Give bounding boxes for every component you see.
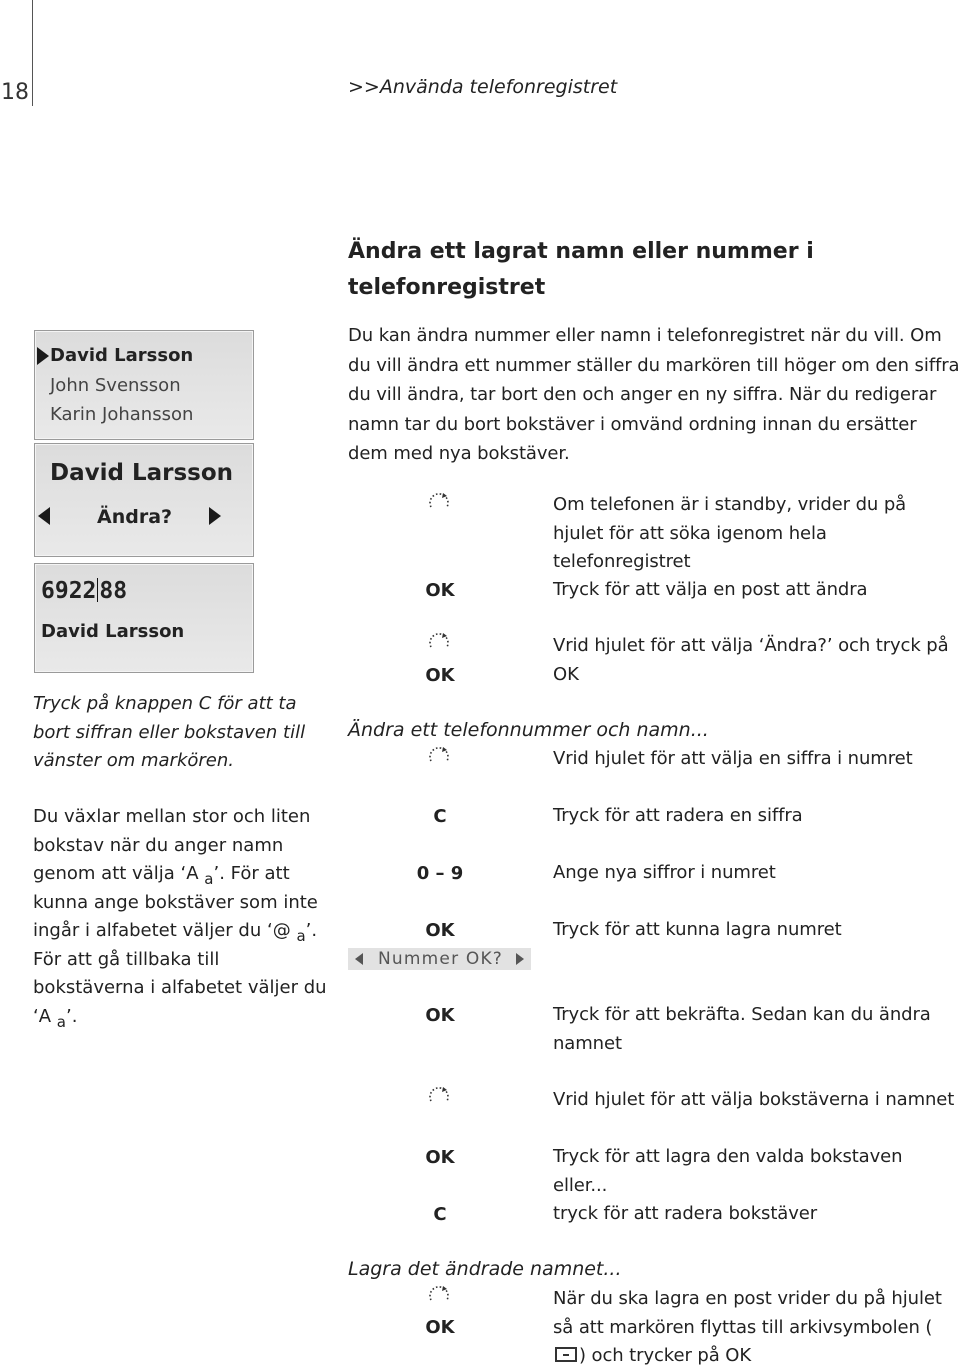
step-desc: Om telefonen är i standby, vrider du på hjulet för att söka igenom hela telefonregistret — [553, 494, 907, 572]
selection-arrow-icon — [37, 347, 49, 365]
intro-paragraph: Du kan ändra nummer eller namn i telefonregistret när du vill. Om du vill ändra ett nummer ställer du markören till höger om den siffra du vill ändra, tar bort den och anger en ny siffra. När du redigerar namn tar du bort bokstäver i omvänd ordning innan du ersätter dem med nya bokstäver. — [348, 325, 960, 464]
case-symbol: A — [186, 863, 199, 884]
arrow-right-icon — [209, 507, 221, 525]
note-text: . — [71, 1005, 78, 1027]
subheading: Lagra det ändrade namnet... — [348, 1258, 622, 1280]
section-header: >>Använda telefonregistret — [348, 76, 618, 98]
ok-key: OK — [425, 1147, 455, 1168]
step-desc: Vrid hjulet för att välja ‘Ändra?’ och tryck på OK — [553, 635, 949, 685]
wheel-icon — [428, 1285, 450, 1307]
ok-key: OK — [425, 1317, 455, 1338]
subheading: Ändra ett telefonnummer och namn... — [348, 719, 709, 741]
arrow-right-icon — [516, 953, 524, 965]
step-desc: Tryck för att kunna lagra numret — [553, 919, 842, 940]
display-edit-prompt — [34, 443, 254, 557]
step-desc: Tryck för att välja en post att ändra — [553, 579, 868, 600]
step-text: När du ska lagra en post vrider du på hjulet så att markören flyttas till arkivsymbolen ( — [553, 1288, 942, 1338]
page-number: 18 — [1, 80, 29, 105]
wheel-icon — [428, 492, 450, 514]
note-text: . För att kunna ange bokstäver som inte ingår i alfabetet väljer du — [33, 863, 318, 941]
step-desc: tryck för att radera bokstäver — [553, 1203, 818, 1224]
wheel-icon — [428, 746, 450, 768]
page-title: Ändra ett lagrat namn eller nummer i telefonregistret — [348, 239, 814, 300]
wheel-icon — [428, 632, 450, 654]
display-number-edit — [34, 563, 254, 673]
ok-key: OK — [425, 580, 455, 601]
ok-key: OK — [425, 920, 455, 941]
entry-name: David Larsson — [50, 460, 234, 486]
c-key: C — [433, 806, 447, 827]
side-note: Du växlar mellan stor och liten bokstav när du anger namn genom att välja ‘A $_a$’. För att kunna ange bokstäver som inte ingår i alfabetet väljer du ‘@ $_a$’. För att gå tillbaka till bokstäverna i alfabetet väljer du ‘A $_a$’. — [33, 806, 327, 1031]
wheel-icon — [428, 1086, 450, 1108]
edit-option: Ändra? — [97, 506, 173, 528]
archive-icon — [555, 1347, 577, 1362]
display-text: Nummer OK? — [378, 949, 504, 969]
step-desc: Tryck för att lagra den valda bokstaven eller... — [553, 1146, 903, 1196]
margin-rule — [32, 0, 33, 106]
arrow-left-icon — [355, 953, 363, 965]
step-text: ) och trycker på OK — [579, 1345, 752, 1366]
note-text: Du växlar mellan stor och liten bokstav när du anger namn genom att välja — [33, 806, 311, 884]
digits-before-cursor: 6922 — [41, 578, 97, 604]
display-nummer-ok — [348, 948, 531, 970]
case-symbol-small: a — [56, 1012, 66, 1031]
arrow-left-icon — [38, 507, 50, 525]
step-desc: Vrid hjulet för att välja bokstäverna i namnet — [553, 1089, 955, 1110]
case-symbol: A — [38, 1005, 52, 1027]
ok-key: OK — [425, 665, 455, 686]
c-key: C — [433, 1204, 447, 1225]
digit-keys: 0 – 9 — [416, 863, 464, 884]
symbol-mode: @ — [272, 920, 291, 941]
step-desc: Vrid hjulet för att välja en siffra i numret — [553, 748, 913, 769]
list-item-selected: David Larsson — [50, 345, 194, 366]
display-phonebook-list — [34, 330, 254, 440]
step-desc: Ange nya siffror i numret — [553, 862, 776, 883]
list-item: John Svensson — [50, 375, 181, 396]
note-text: . För att gå tillbaka till bokstäverna i alfabetet väljer du — [33, 920, 327, 998]
step-desc: Tryck för att radera en siffra — [553, 805, 803, 826]
side-caption: Tryck på knappen C för att ta bort siffran eller bokstaven till vänster om markören. — [33, 693, 306, 771]
list-item: Karin Johansson — [50, 404, 194, 425]
step-desc — [553, 1285, 953, 1371]
number-field — [41, 578, 127, 604]
ok-key: OK — [425, 1005, 455, 1026]
case-symbol-small: a — [204, 870, 214, 888]
digits-after-cursor: 88 — [99, 578, 128, 604]
entry-name: David Larsson — [41, 621, 185, 642]
step-desc: Tryck för att bekräfta. Sedan kan du ändra namnet — [553, 1004, 931, 1054]
symbol-mode-small: a — [296, 927, 306, 945]
